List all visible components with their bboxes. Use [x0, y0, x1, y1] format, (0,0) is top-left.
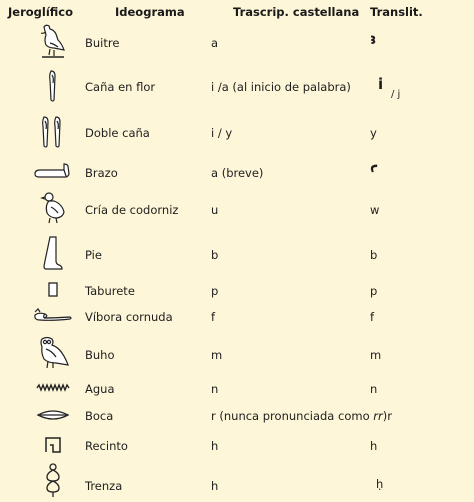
translit-value: ꜥ — [370, 159, 379, 177]
mouth-icon — [30, 406, 76, 424]
horned-viper-icon — [30, 306, 76, 326]
header-hieroglyph: Jeroglífico — [8, 5, 74, 19]
castilian-value: m — [211, 348, 223, 362]
arm-icon — [30, 158, 76, 186]
castilian-value: r (nunca pronunciada como rr)r — [211, 409, 392, 423]
ideogram-label: Boca — [85, 409, 114, 423]
ideogram-label: Doble caña — [85, 126, 150, 140]
water-icon — [30, 380, 76, 396]
castilian-value: a (breve) — [211, 166, 264, 180]
ideogram-label: Pie — [85, 248, 102, 262]
translit-value: i — [378, 75, 384, 93]
castilian-value: h — [211, 479, 219, 493]
vulture-icon — [30, 22, 76, 62]
castilian-value: f — [211, 310, 216, 324]
castilian-value: n — [211, 382, 219, 396]
ideogram-label: Agua — [85, 382, 115, 396]
ideogram-label: Brazo — [85, 166, 118, 180]
castilian-value: a — [211, 36, 219, 50]
ideogram-label: Víbora cornuda — [85, 310, 173, 324]
ideogram-label: Taburete — [85, 284, 135, 298]
translit-value: h — [370, 439, 378, 453]
quail-chick-icon — [30, 190, 76, 226]
translit-value: y — [370, 126, 377, 140]
double-reed-icon — [30, 114, 76, 150]
ideogram-label: Buho — [85, 348, 115, 362]
enclosure-icon — [30, 432, 76, 458]
translit-alt: / j — [391, 89, 401, 100]
owl-icon — [30, 334, 76, 372]
foot-icon — [30, 234, 76, 272]
header-ideogram: Ideograma — [115, 5, 185, 19]
ideogram-label: Caña en flor — [85, 80, 156, 94]
translit-value: p — [370, 284, 378, 298]
translit-value: w — [370, 203, 380, 217]
translit-value: ḥ — [376, 477, 384, 491]
header-translit: Translit. — [370, 5, 423, 19]
translit-value: m — [370, 348, 382, 362]
stool-icon — [30, 280, 76, 300]
ideogram-label: Trenza — [85, 479, 123, 493]
translit-value: b — [370, 248, 378, 262]
translit-value: f — [370, 310, 375, 324]
castilian-value: p — [211, 284, 219, 298]
translit-value: ꜣ — [370, 30, 376, 48]
twisted-flax-icon — [30, 462, 76, 500]
castilian-value: h — [211, 439, 219, 453]
ideogram-label: Recinto — [85, 439, 128, 453]
reed-icon — [30, 68, 76, 104]
castilian-value: b — [211, 248, 219, 262]
castilian-value: i /a (al inicio de palabra) — [211, 80, 351, 94]
castilian-value: i / y — [211, 126, 233, 140]
ideogram-label: Cría de codorniz — [85, 203, 179, 217]
castilian-value: u — [211, 203, 219, 217]
ideogram-label: Buitre — [85, 36, 120, 50]
translit-value: n — [370, 382, 378, 396]
header-castilian: Trascrip. castellana — [233, 5, 360, 19]
